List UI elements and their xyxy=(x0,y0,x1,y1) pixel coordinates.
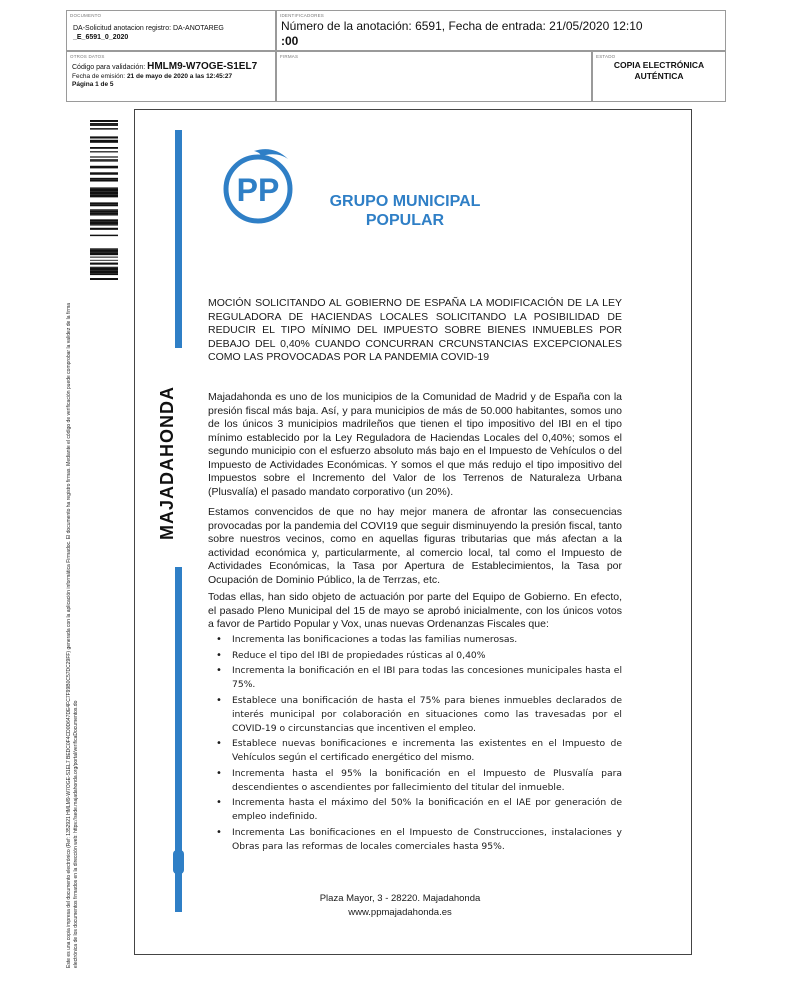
codigo-validacion xyxy=(72,63,257,73)
letter-footer xyxy=(295,892,505,920)
group-line2: POPULAR xyxy=(365,212,445,229)
letter-page xyxy=(134,109,692,955)
list-item: • Establece una bonificación de hasta el 75% para bienes inmuebles declarados de interés municipal por colaboración en situaciones como las travesadas por el COVID-19 o circunstancias que incentiven el empleo. xyxy=(208,694,622,736)
footer-address: Plaza Mayor, 3 - 28220. Majadahonda xyxy=(319,893,481,904)
list-item: • Establece nuevas bonificaciones e incrementa las existentes en el Impuesto de Vehículos según el certificado energético del mismo. xyxy=(208,737,622,765)
codigo-value: HMLM9-W7OGE-S1EL7 xyxy=(147,61,258,72)
identificadores-box xyxy=(276,10,726,51)
documento-value xyxy=(73,25,224,42)
pp-logo-icon xyxy=(218,145,298,225)
group-name xyxy=(310,192,500,230)
footer-web: www.ppmajadahonda.es xyxy=(348,907,452,918)
documento-box xyxy=(66,10,276,51)
anotacion-line1: Número de la anotación: 6591, Fecha de entrada: 21/05/2020 12:10 xyxy=(281,19,643,33)
list-item: • Incrementa hasta el 95% la bonificación en el Impuesto de Plusvalía para descendientes o ascendientes por fallecimiento del titular del inmueble. xyxy=(208,767,622,795)
documento-label: DOCUMENTO xyxy=(70,13,102,18)
list-item: • Incrementa Las bonificaciones en el Impuesto de Construcciones, instalaciones y Obras para las reformas de locales comerciales hasta 95%. xyxy=(208,826,622,854)
majadahonda-vertical-title: MAJADAHONDA xyxy=(157,386,177,540)
documento-line2: _E_6591_0_2020 xyxy=(73,33,129,41)
fecha-prefix: Fecha de emisión: xyxy=(72,72,126,80)
estado-line2: AUTÉNTICA xyxy=(634,71,684,81)
verification-side-text: Este es una copia impresa del documento electrónico (Ref: 1352921 HMLM9-W7OGE-S1EL7 BEDC0F4CD0D647DE4FC7F99B0C57DC29FF) generada con la aplicación informática Firmadoc. El documento ha registro firmas. Mediante el código de verificación puede comprobar la validez de la firma electrónica de los documentos firmados en la dirección web: https://sede.majadahonda.org/portal/verificaDocumentos.do xyxy=(66,302,79,968)
anotacion-line2: :00 xyxy=(281,34,299,48)
fecha-value: 21 de mayo de 2020 a las 12:45:27 xyxy=(126,72,233,80)
list-item: • Incrementa la bonificación en el IBI para todas las concesiones municipales hasta el 75%. xyxy=(208,664,622,692)
blue-bar-top xyxy=(175,130,182,348)
estado-box xyxy=(592,51,726,102)
paragraph-1: Majadahonda es uno de los municipios de la Comunidad de Madrid y de España con la presión fiscal más baja. Así, y para municipios de más de 50.000 habitantes, somos uno de los únicos 3 municipios madrileños que tienen el tipo impositivo del IBI en el tipo mínimo establecido por la Ley Reguladora de Haciendas Locales del 0,40%; somos el segundo municipio con el esfuerzo absoluto más bajo en el Impuesto de Vehículos o del Impuesto de Actividades Económicas. Y somos el que más redujo el tipo impositivo del Impuestos sobre el Incremento del Valor de los Terrenos de Naturaleza Urbana (Plusvalía) el pasado mandato corporativo (un 20%). xyxy=(208,391,622,498)
firmas-label: FIRMAS xyxy=(280,54,299,59)
fecha-emision xyxy=(72,73,257,82)
anotacion-value xyxy=(281,19,643,49)
codigo-prefix: Código para validación: xyxy=(72,64,146,71)
firmas-box xyxy=(276,51,592,102)
list-item: • Incrementa hasta el máximo del 50% la bonificación en el IAE por generación de empleo indefinido. xyxy=(208,796,622,824)
pagina: Página 1 de 5 xyxy=(72,81,114,88)
list-item: • Incrementa las bonificaciones a todas las familias numerosas. xyxy=(208,633,622,647)
estado-value xyxy=(593,60,725,82)
measures-list xyxy=(208,633,622,855)
estado-line1: COPIA ELECTRÓNICA xyxy=(613,60,705,70)
documento-line1: DA-Solicitud anotacion registro: DA-ANOTAREG xyxy=(73,25,224,32)
otros-datos-value xyxy=(72,63,257,90)
group-line1: GRUPO MUNICIPAL xyxy=(329,193,481,210)
estado-label: ESTADO xyxy=(596,54,616,59)
paragraph-2: Estamos convencidos de que no hay mejor manera de afrontar las consecuencias provocadas por la pandemia del COVI19 que seguir disminuyendo la presión fiscal, tanto sobre nuestros vecinos, como en aquellas figuras tributarias que más afectan a la actividad económica y, particularmente, al comercio local, tal como el Impuesto de Actividades Económicas, la Tasa por Apertura de Establecimientos, la Tasa por Ocupación de Dominio Público, la de Terrzas, etc. xyxy=(208,506,622,586)
motion-title: MOCIÓN SOLICITANDO AL GOBIERNO DE ESPAÑA LA MODIFICACIÓN DE LA LEY REGULADORA DE HACIENDAS LOCALES SOLICITANDO LA POSIBILIDAD DE REDUCIR EL TIPO MÍNIMO DEL IMPUESTO SOBRE BIENES INMUEBLES POR DEBAJO DEL 0,40% CUANDO CONCURRAN CRCUNSTANCIAS EXCEPCIONALES COMO LAS PROVOCADAS POR LA PANDEMIA COVID-19 xyxy=(208,297,622,363)
blue-bar-tip xyxy=(173,850,184,874)
list-item: • Reduce el tipo del IBI de propiedades rústicas al 0,40% xyxy=(208,649,622,663)
identificadores-label: IDENTIFICADORES xyxy=(280,13,325,18)
paragraph-3: Todas ellas, han sido objeto de actuación por parte del Equipo de Gobierno. En efecto, el pasado Pleno Municipal del 15 de mayo se aprobó inicialmente, con los únicos votos a favor de Partido Popular y Vox, unas nuevas Ordenanzas Fiscales que: xyxy=(208,591,622,630)
otros-datos-box xyxy=(66,51,276,102)
barcode-image xyxy=(90,120,118,280)
otros-datos-label: OTROS DATOS xyxy=(70,54,105,59)
pp-logo-text: PP xyxy=(236,172,280,208)
